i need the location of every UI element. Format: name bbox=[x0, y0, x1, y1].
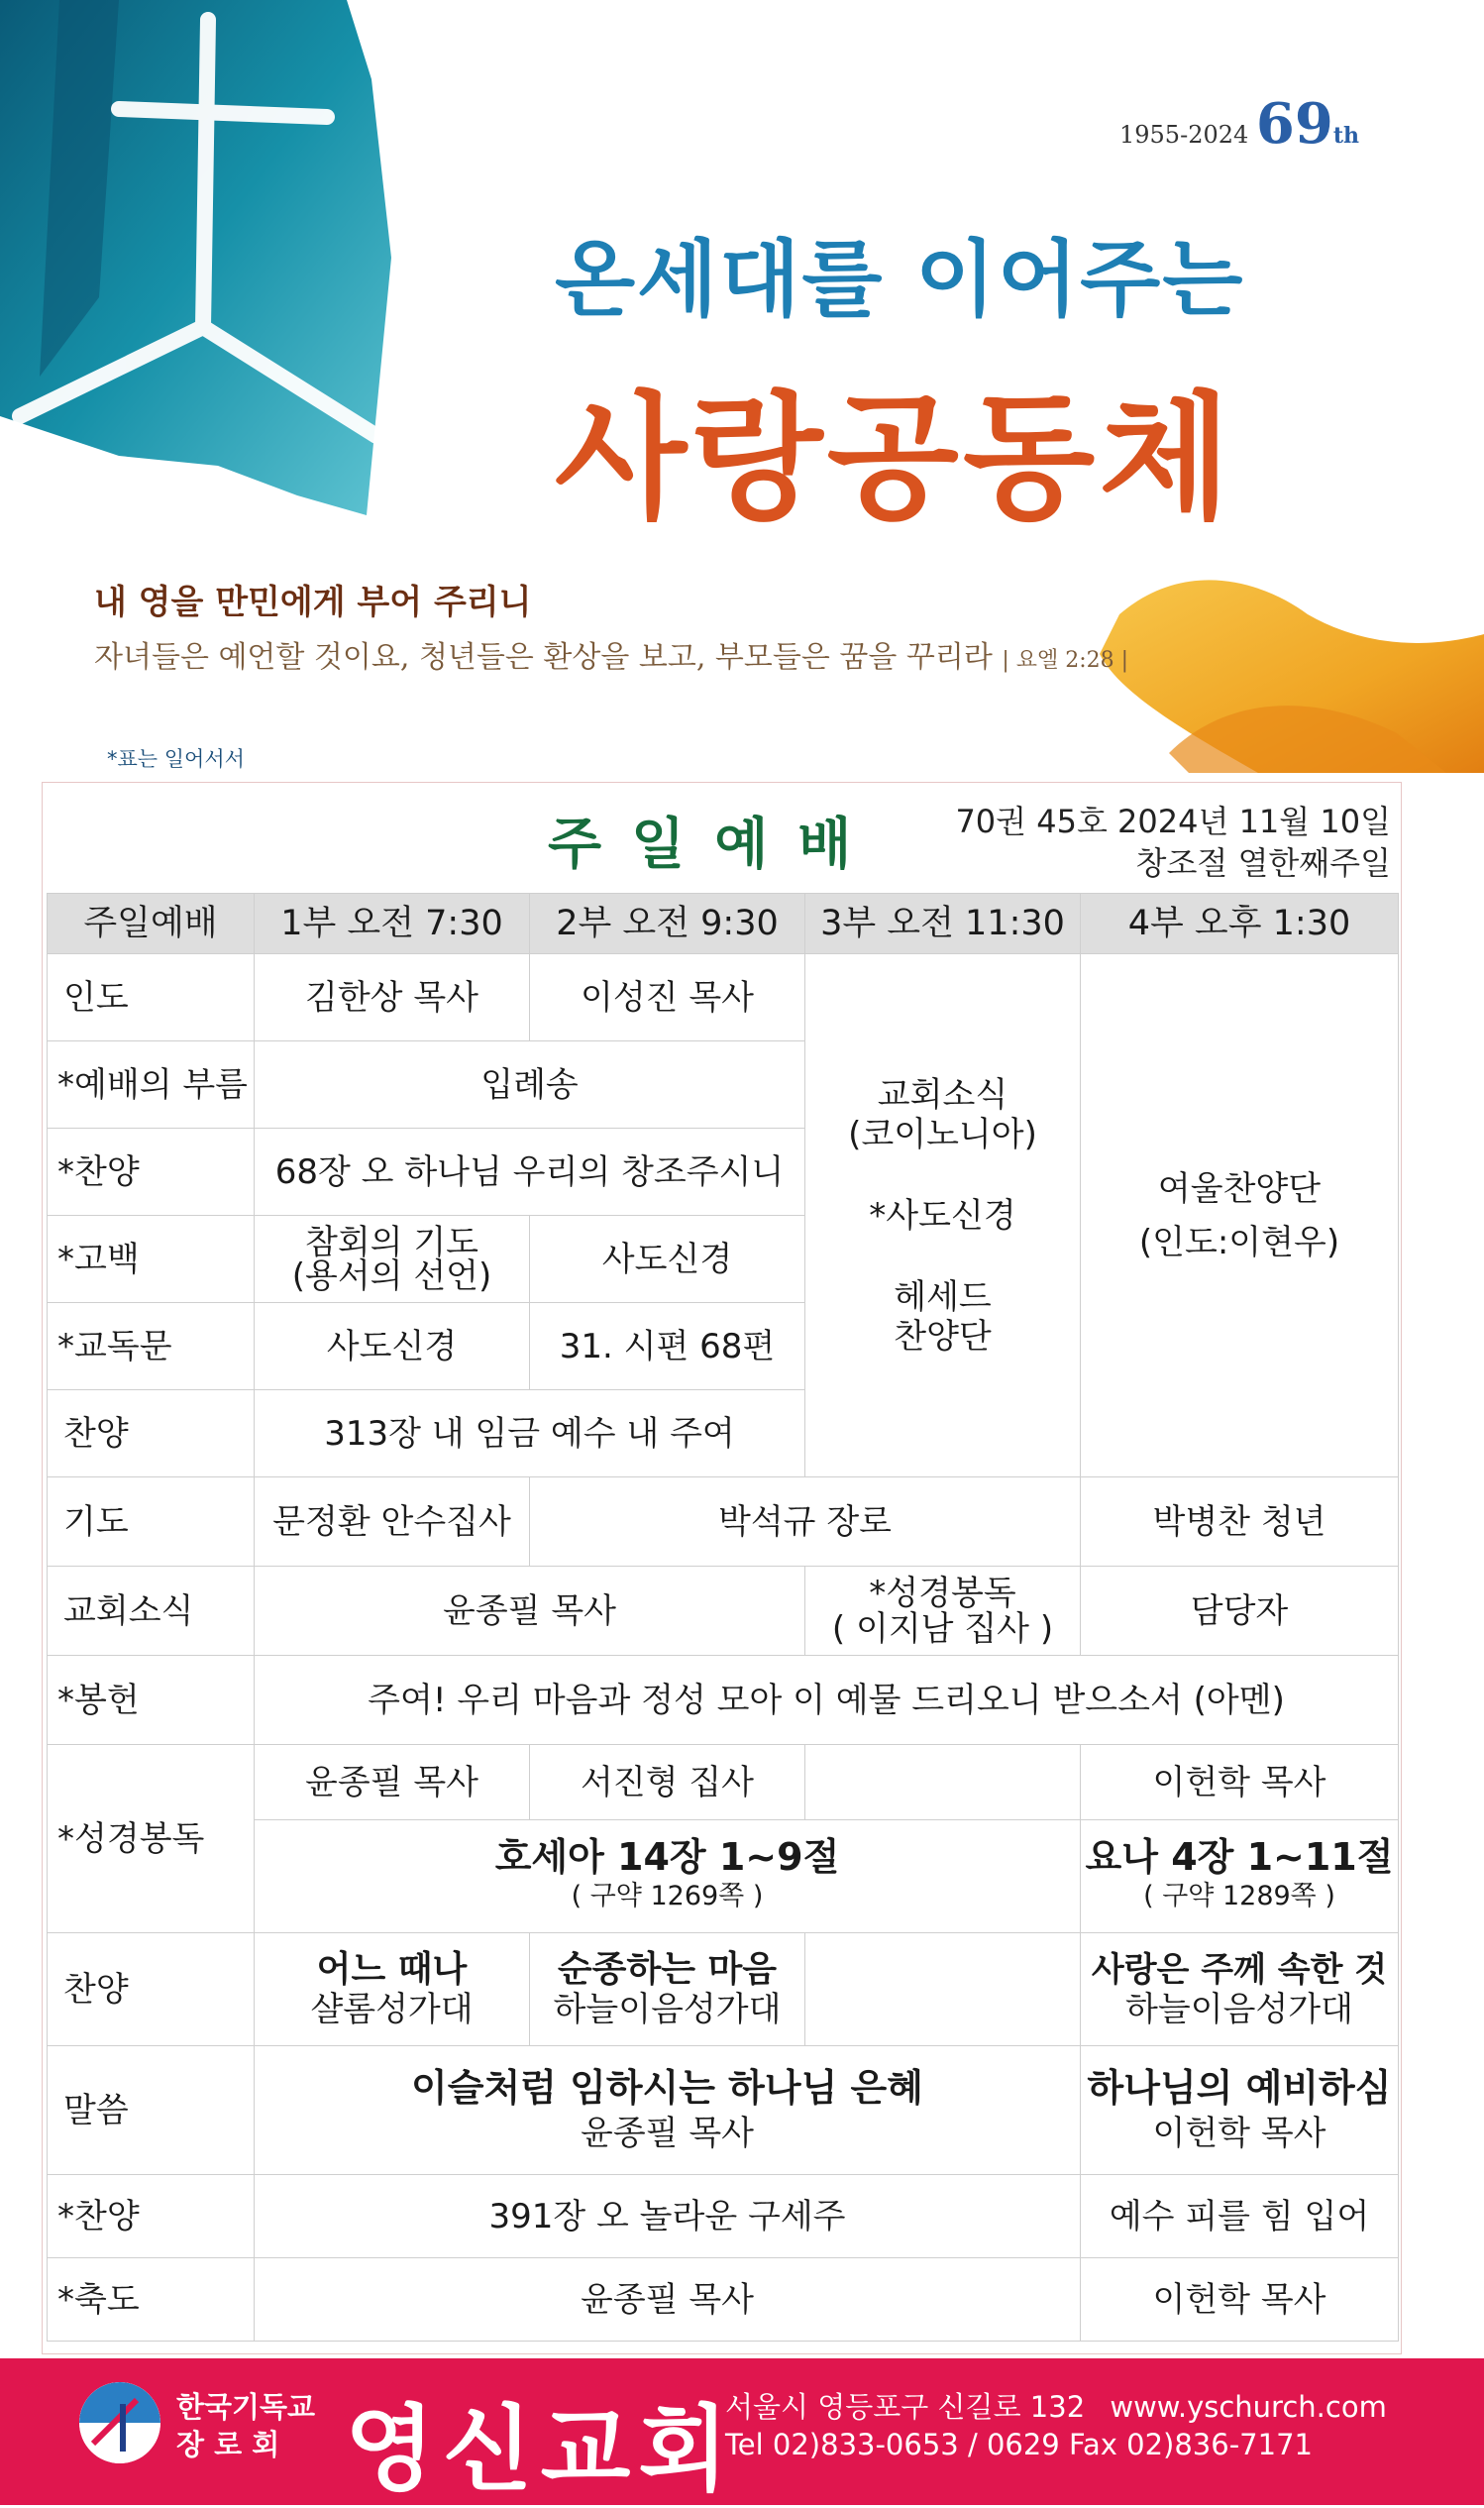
table-row bbox=[48, 1656, 1399, 1745]
row-label: 찬양 bbox=[48, 1933, 255, 2046]
table-cell: 이헌학 목사 bbox=[1081, 1745, 1399, 1820]
anniversary-number: 69 bbox=[1255, 91, 1333, 157]
anthem-title: 사랑은 주께 속한 것 bbox=[1091, 1949, 1388, 1990]
table-cell-line: *사도신경 bbox=[869, 1195, 1016, 1236]
table-cell: 68장 오 하나님 우리의 창조주시니 bbox=[255, 1129, 805, 1216]
table-cell bbox=[255, 1933, 530, 2046]
table-cell: 313장 내 임금 예수 내 주여 bbox=[255, 1390, 805, 1477]
table-cell: 윤종필 목사 bbox=[255, 2258, 1081, 2342]
table-cell: 이성진 목사 bbox=[530, 954, 805, 1041]
scripture-passage: 요나 4장 1~11절 bbox=[1085, 1834, 1394, 1879]
table-cell: 담당자 bbox=[1081, 1567, 1399, 1656]
issue-info bbox=[955, 801, 1391, 884]
sermon-title: 이슬처럼 임하시는 하나님 은혜 bbox=[411, 2065, 923, 2110]
sermon-service4 bbox=[1081, 2046, 1399, 2175]
table-cell: 박석규 장로 bbox=[530, 1477, 1081, 1567]
church-phone-fax: Tel 02)833-0653 / 0629 Fax 02)836-7171 bbox=[725, 2428, 1313, 2461]
header-cell: 주일예배 bbox=[48, 894, 255, 954]
table-cell-line: ( 이지남 집사 ) bbox=[831, 1608, 1054, 1649]
table-row bbox=[48, 954, 1399, 1041]
table-row bbox=[48, 1477, 1399, 1567]
bulletin-title: 주일예배 bbox=[548, 813, 882, 877]
row-label: 말씀 bbox=[48, 2046, 255, 2175]
table-cell: 윤종필 목사 bbox=[255, 1745, 530, 1820]
table-cell bbox=[805, 1567, 1081, 1656]
table-cell: 사도신경 bbox=[530, 1216, 805, 1303]
anniversary-mark bbox=[1119, 91, 1359, 157]
table-cell bbox=[255, 1216, 530, 1303]
table-cell-line: (용서의 선언) bbox=[291, 1255, 492, 1296]
header-banner bbox=[0, 0, 1484, 773]
header-cell: 2부 오전 9:30 bbox=[530, 894, 805, 954]
theme-title: 사랑공동체 bbox=[555, 379, 1235, 538]
church-address: 서울시 영등포구 신길로 132 bbox=[725, 2390, 1086, 2424]
anthem-title: 순종하는 마음 bbox=[557, 1948, 778, 1990]
table-cell: 윤종필 목사 bbox=[255, 1567, 805, 1656]
row-label: *고백 bbox=[48, 1216, 255, 1303]
table-cell-line: (코이노니아) bbox=[848, 1114, 1037, 1154]
scripture-passage: 호세아 14장 1~9절 bbox=[494, 1834, 840, 1879]
choir-name: 샬롬성가대 bbox=[310, 1989, 474, 2029]
sermon-title: 하나님의 예비하심 bbox=[1087, 2065, 1392, 2110]
liturgical-week: 창조절 열한째주일 bbox=[1135, 844, 1391, 882]
table-cell: 김한상 목사 bbox=[255, 954, 530, 1041]
row-label: *교독문 bbox=[48, 1303, 255, 1390]
church-name: 영신교회 bbox=[345, 2396, 737, 2504]
standing-note: *표는 일어서서 bbox=[107, 747, 245, 771]
row-label: *예배의 부름 bbox=[48, 1041, 255, 1129]
table-cell bbox=[530, 1933, 805, 2046]
table-cell-line: 찬양단 bbox=[894, 1316, 992, 1357]
sermon-main bbox=[255, 2046, 1081, 2175]
service3-block bbox=[805, 954, 1081, 1477]
table-cell bbox=[1081, 1933, 1399, 2046]
table-cell-line: 참회의 기도 bbox=[304, 1222, 479, 1262]
table-row bbox=[48, 1933, 1399, 2046]
scripture-service4 bbox=[1081, 1820, 1399, 1933]
worship-order-table bbox=[47, 893, 1399, 2342]
anniversary-suffix: th bbox=[1332, 123, 1360, 149]
denomination-line: 장 로 회 bbox=[176, 2428, 280, 2461]
table-cell: 사도신경 bbox=[255, 1303, 530, 1390]
anthem-title: 어느 때나 bbox=[316, 1948, 468, 1990]
verse-heading: 내 영을 만민에게 부어 주리니 bbox=[94, 583, 532, 622]
table-row bbox=[48, 2258, 1399, 2342]
church-logo-icon bbox=[79, 2382, 160, 2463]
table-cell-line: (인도:이현우) bbox=[1138, 1222, 1340, 1262]
row-label: *찬양 bbox=[48, 1129, 255, 1216]
table-cell: 주여! 우리 마음과 정성 모아 이 예물 드리오니 받으소서 (아멘) bbox=[255, 1656, 1399, 1745]
choir-name: 하늘이음성가대 bbox=[553, 1989, 782, 2029]
church-website[interactable]: www.yschurch.com bbox=[1110, 2390, 1387, 2424]
row-label: 교회소식 bbox=[48, 1567, 255, 1656]
row-label: *축도 bbox=[48, 2258, 255, 2342]
table-cell: 391장 오 놀라운 구세주 bbox=[255, 2175, 1081, 2258]
worship-order-sheet bbox=[42, 782, 1402, 2354]
header-cell: 3부 오전 11:30 bbox=[805, 894, 1081, 954]
table-header-row bbox=[48, 894, 1399, 954]
table-row bbox=[48, 2046, 1399, 2175]
issue-date: 70권 45호 2024년 11월 10일 bbox=[955, 803, 1391, 840]
table-cell bbox=[805, 1933, 1081, 2046]
verse-reference: | 요엘 2:28 | bbox=[1002, 648, 1129, 673]
row-label: *봉헌 bbox=[48, 1656, 255, 1745]
row-label: 기도 bbox=[48, 1477, 255, 1567]
table-row bbox=[48, 2175, 1399, 2258]
table-cell: 이헌학 목사 bbox=[1081, 2258, 1399, 2342]
row-label: 인도 bbox=[48, 954, 255, 1041]
church-footer bbox=[0, 2358, 1484, 2505]
verse-body: 자녀들은 예언할 것이요, 청년들은 환상을 보고, 부모들은 꿈을 꾸리라 bbox=[94, 640, 993, 675]
table-cell: 문정환 안수집사 bbox=[255, 1477, 530, 1567]
table-row bbox=[48, 1567, 1399, 1656]
row-label: 찬양 bbox=[48, 1390, 255, 1477]
service4-block bbox=[1081, 954, 1399, 1477]
table-cell: 박병찬 청년 bbox=[1081, 1477, 1399, 1567]
table-cell: 31. 시편 68편 bbox=[530, 1303, 805, 1390]
years-range: 1955-2024 bbox=[1119, 121, 1249, 149]
verse-text bbox=[94, 632, 1128, 676]
theme-subtitle: 온세대를 이어주는 bbox=[555, 231, 1245, 328]
header-cell: 4부 오후 1:30 bbox=[1081, 894, 1399, 954]
table-cell: 예수 피를 힘 입어 bbox=[1081, 2175, 1399, 2258]
denomination-line: 한국기독교 bbox=[176, 2390, 316, 2424]
row-label: *찬양 bbox=[48, 2175, 255, 2258]
scripture-page: ( 구약 1289쪽 ) bbox=[1143, 1880, 1335, 1911]
table-cell bbox=[805, 1745, 1081, 1820]
scripture-page: ( 구약 1269쪽 ) bbox=[571, 1880, 764, 1911]
church-contact bbox=[725, 2388, 1387, 2463]
table-cell-line: 교회소식 bbox=[877, 1074, 1008, 1115]
table-cell-line: 헤세드 bbox=[894, 1276, 992, 1317]
table-cell-line: *성경봉독 bbox=[869, 1573, 1016, 1613]
preacher: 윤종필 목사 bbox=[580, 2113, 755, 2153]
table-cell-line: 여울찬양단 bbox=[1157, 1168, 1322, 1209]
scripture-main bbox=[255, 1820, 1081, 1933]
row-label: *성경봉독 bbox=[48, 1745, 255, 1933]
table-cell: 입례송 bbox=[255, 1041, 805, 1129]
header-cell: 1부 오전 7:30 bbox=[255, 894, 530, 954]
preacher: 이헌학 목사 bbox=[1152, 2113, 1326, 2153]
choir-name: 하늘이음성가대 bbox=[1125, 1989, 1353, 2029]
table-row bbox=[48, 1745, 1399, 1820]
denomination bbox=[176, 2388, 315, 2463]
table-cell: 서진형 집사 bbox=[530, 1745, 805, 1820]
